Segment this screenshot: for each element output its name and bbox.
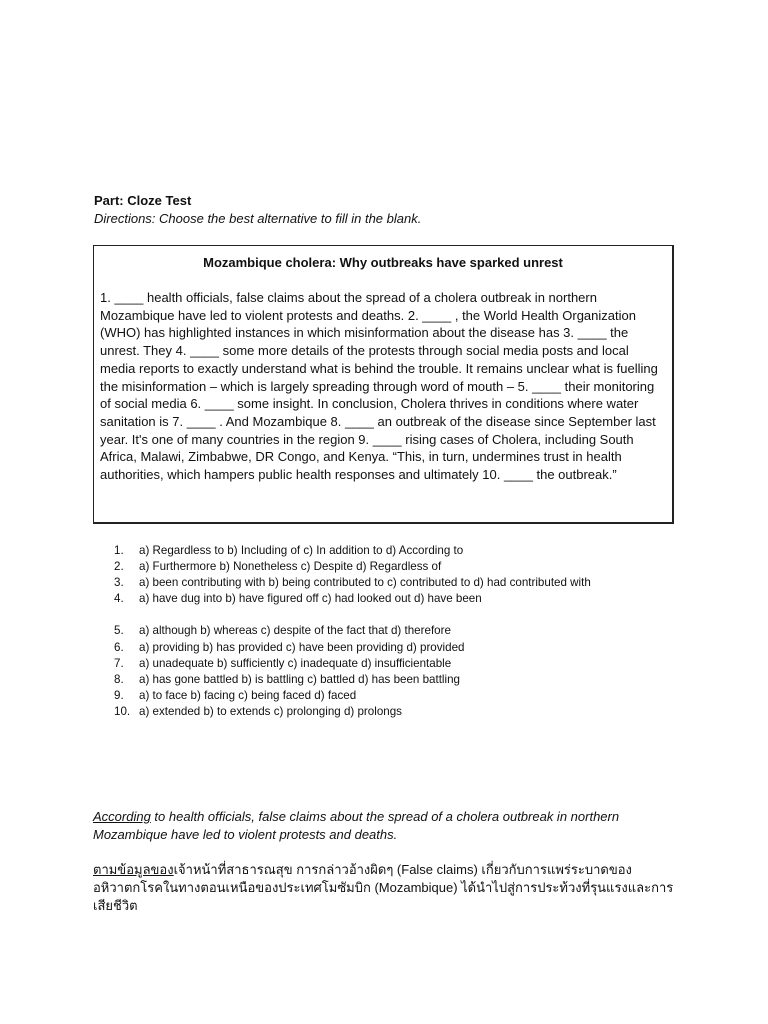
options-list bbox=[114, 543, 591, 720]
option-text: a) unadequate b) sufficiently c) inadequate d) insufficientable bbox=[139, 656, 452, 670]
option-number: 7. bbox=[114, 656, 124, 670]
option-number: 3. bbox=[114, 576, 124, 590]
option-row bbox=[114, 623, 591, 639]
option-row bbox=[114, 672, 591, 688]
option-text: a) providing b) has provided c) have been providing d) provided bbox=[139, 640, 465, 654]
option-number: 4. bbox=[114, 592, 124, 606]
passage-box bbox=[93, 245, 674, 524]
passage-title: Mozambique cholera: Why outbreaks have sparked unrest bbox=[203, 255, 563, 270]
option-row bbox=[114, 575, 591, 591]
option-number: 6. bbox=[114, 640, 124, 654]
option-text: a) have dug into b) have figured off c) had looked out d) have been bbox=[139, 592, 482, 606]
option-row bbox=[114, 704, 591, 720]
option-number: 2. bbox=[114, 560, 124, 574]
option-number: 5. bbox=[114, 624, 124, 638]
option-number: 8. bbox=[114, 672, 124, 686]
option-text: a) Regardless to b) Including of c) In addition to d) According to bbox=[139, 544, 464, 557]
passage-text: 1. ____ health officials, false claims about the spread of a cholera outbreak in northern Mozambique have led to violent protests and deaths. 2. ____ , the World Health Organization (WHO) has highlighted instances in which misinformation about the disease has 3. ____ the unrest. They 4. ____ some more details of the protests through social media posts and local media reports to exactly understand what is behind the trouble. It remains unclear what is fuelling the misinformation – which is largely spreading through word of mouth – 5. ____ their monitoring of social media 6. ____ some insight. In conclusion, Cholera thrives in conditions where water sanitation is 7. ____ . And Mozambique 8. ____ an outbreak of the disease since September last year. It's one of many countries in the region 9. ____ rising cases of Cholera, including South Africa, Malawi, Zimbabwe, DR Congo, and Kenya. “This, in turn, undermines trust in health authorities, which hampers public health responses and ultimately 10. ____ the outbreak.” bbox=[100, 290, 658, 483]
option-number: 10. bbox=[114, 704, 131, 718]
option-text: a) Furthermore b) Nonetheless c) Despite d) Regardless of bbox=[139, 560, 442, 574]
option-text: a) been contributing with b) being contributed to c) contributed to d) had contributed with bbox=[139, 576, 591, 590]
option-text: a) has gone battled b) is battling c) battled d) has been battling bbox=[139, 672, 460, 686]
option-row bbox=[114, 543, 591, 559]
option-text: a) although b) whereas c) despite of the fact that d) therefore bbox=[139, 624, 451, 638]
option-row bbox=[114, 640, 591, 656]
example-answer bbox=[93, 808, 693, 843]
part-title: Part: Cloze Test bbox=[94, 193, 192, 208]
example-underlined-answer: According bbox=[93, 809, 151, 824]
options-spacer bbox=[114, 607, 591, 623]
directions-text: Directions: Choose the best alternative to fill in the blank. bbox=[94, 211, 422, 226]
option-number: 1. bbox=[114, 544, 124, 557]
option-row bbox=[114, 656, 591, 672]
option-row bbox=[114, 688, 591, 704]
option-text: a) extended b) to extends c) prolonging d) prolongs bbox=[139, 704, 402, 718]
example-sentence: to health officials, false claims about the spread of a cholera outbreak in northern Mozambique have led to violent protests and deaths. bbox=[93, 809, 620, 842]
option-row bbox=[114, 591, 591, 607]
translation-underlined-answer: ตามข้อมูลของ bbox=[93, 862, 174, 877]
option-row bbox=[114, 559, 591, 575]
thai-translation bbox=[93, 861, 693, 915]
translation-sentence: เจ้าหน้าที่สาธารณสุข การกล่าวอ้างผิดๆ (False claims) เกี่ยวกับการแพร่ระบาดของอหิวาตกโรคในทางตอนเหนือของประเทศโมซัมบิก (Mozambique) ได้นำไปสู่การประท้วงที่รุนแรงและการเสียชีวิต bbox=[93, 862, 674, 913]
option-number: 9. bbox=[114, 688, 124, 702]
option-text: a) to face b) facing c) being faced d) faced bbox=[139, 688, 357, 702]
